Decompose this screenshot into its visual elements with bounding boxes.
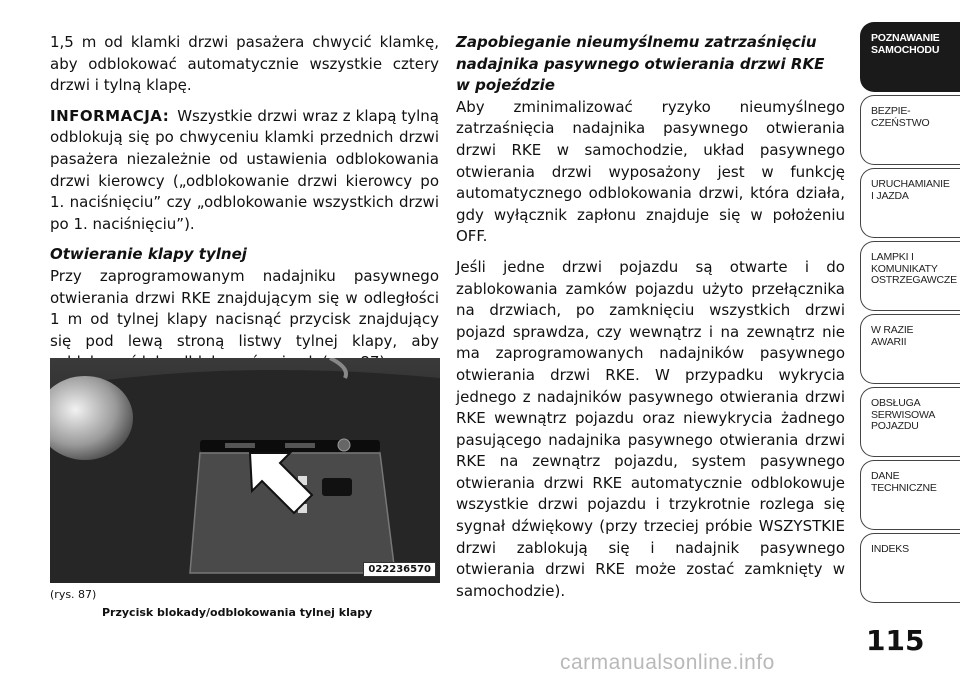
right-column bbox=[456, 32, 845, 611]
tab-bezpieczenstwo[interactable] bbox=[860, 95, 960, 165]
paragraph: 1,5 m od klamki drzwi pasażera chwycić klamkę, aby odblokować automatycznie wszystkie cztery drzwi i tylną klapę. bbox=[50, 33, 439, 95]
camera-icon bbox=[338, 439, 350, 451]
section-heading bbox=[456, 32, 845, 97]
tab-lampki-i-komunikaty[interactable] bbox=[860, 241, 960, 311]
heading-line: nadajnika pasywnego otwierania drzwi RKE bbox=[456, 54, 825, 73]
info-label: INFORMACJA: bbox=[50, 106, 170, 125]
tab-label: LAMPKI I KOMUNIKATY OSTRZEGAWCZE bbox=[871, 251, 957, 286]
tab-uruchamianie-i-jazda[interactable] bbox=[860, 168, 960, 238]
section-heading: Otwieranie klapy tylnej bbox=[50, 245, 247, 264]
info-paragraph bbox=[50, 106, 439, 236]
tab-label: W RAZIE AWARII bbox=[871, 324, 914, 348]
tab-label: DANE TECHNICZNE bbox=[871, 470, 937, 494]
chapter-tabs bbox=[860, 22, 960, 606]
paragraph: Aby zminimalizować ryzyko nieumyślnego zatrzaśnięcia nadajnika pasywnego otwierania drzwi RKE w samochodzie, układ pasywnego otwierania drzwi wyposażony jest w funkcję automatycznego odblokowania drzwi, która działa, gdy wyłącznik zapłonu znajduje się w położeniu OFF. bbox=[456, 97, 845, 246]
liftgate-photo bbox=[50, 358, 440, 583]
tab-label: URUCHAMIANIE I JAZDA bbox=[871, 178, 950, 202]
tab-label: OBSŁUGA SERWISOWA POJAZDU bbox=[871, 397, 936, 432]
heading-line: Zapobieganie nieumyślnemu zatrzaśnięciu bbox=[456, 33, 817, 51]
figure-caption: Przycisk blokady/odblokowania tylnej klapy bbox=[102, 606, 373, 619]
left-column bbox=[50, 32, 439, 383]
tab-label: POZNAWANIE SAMOCHODU bbox=[871, 32, 940, 56]
info-text: Wszystkie drzwi wraz z klapą tylną odblokują się po chwyceniu klamki przednich drzwi pasażera niezależnie od ustawienia odblokowania drzwi kierowcy („odblokowanie drzwi kierowcy po 1. naciśnięciu” czy „odblokowanie wszystkich drzwi po 1. naciśnięciu”). bbox=[50, 106, 439, 233]
tab-label: BEZPIE- CZEŃSTWO bbox=[871, 105, 930, 129]
paragraph: Jeśli jedne drzwi pojazdu są otwarte i do zablokowania zamków pojazdu użyto przełącznika na drzwiach, po zamknięciu wszystkich drzwi pojazd sprawdza, czy wewnątrz i na zewnątrz nie ma zaprogramowanych nadajników pasywnego otwierania drzwi RKE. W przypadku wykrycia jednego z nadajników pasywnego otwierania drzwi RKE wewnątrz pojazdu oraz niewykrycia żadnego pasującego nadajnika pasywnego otwierania drzwi RKE na zewnątrz pojazdu, system pasywnego otwierania drzwi RKE automatycznie odblokowuje wszystkie drzwi pojazdu i trzykrotnie rozlega się sygnał dźwiękowy (przy trzeciej próbie WSZYSTKIE drzwi zablokują się i nadajnik pasywnego otwierania drzwi RKE może zostać zamknięty w samochodzie). bbox=[456, 257, 845, 600]
heading-line: w pojeździe bbox=[456, 76, 555, 95]
page-number: 115 bbox=[866, 624, 925, 657]
tab-dane-techniczne[interactable] bbox=[860, 460, 960, 530]
tab-indeks[interactable] bbox=[860, 533, 960, 603]
tab-w-razie-awarii[interactable] bbox=[860, 314, 960, 384]
figure-code: 022236570 bbox=[363, 562, 436, 577]
figure-label: (rys. 87) bbox=[50, 588, 97, 601]
tab-label: INDEKS bbox=[871, 543, 909, 555]
tab-poznawanie-samochodu[interactable] bbox=[860, 22, 960, 92]
tab-obsluga-serwisowa[interactable] bbox=[860, 387, 960, 457]
watermark: carmanualsonline.info bbox=[560, 651, 775, 674]
license-plate-recess bbox=[190, 453, 395, 573]
liftgate-illustration bbox=[50, 358, 440, 583]
paragraph: Przy zaprogramowanym nadajniku pasywnego otwierania drzwi RKE znajdującym się w odległości 1 m od tylnej klapy nacisnąć przycisk znajdujący się pod lewą stroną listwy tylnej klapy, aby bbox=[50, 266, 439, 350]
handle bbox=[322, 478, 352, 496]
